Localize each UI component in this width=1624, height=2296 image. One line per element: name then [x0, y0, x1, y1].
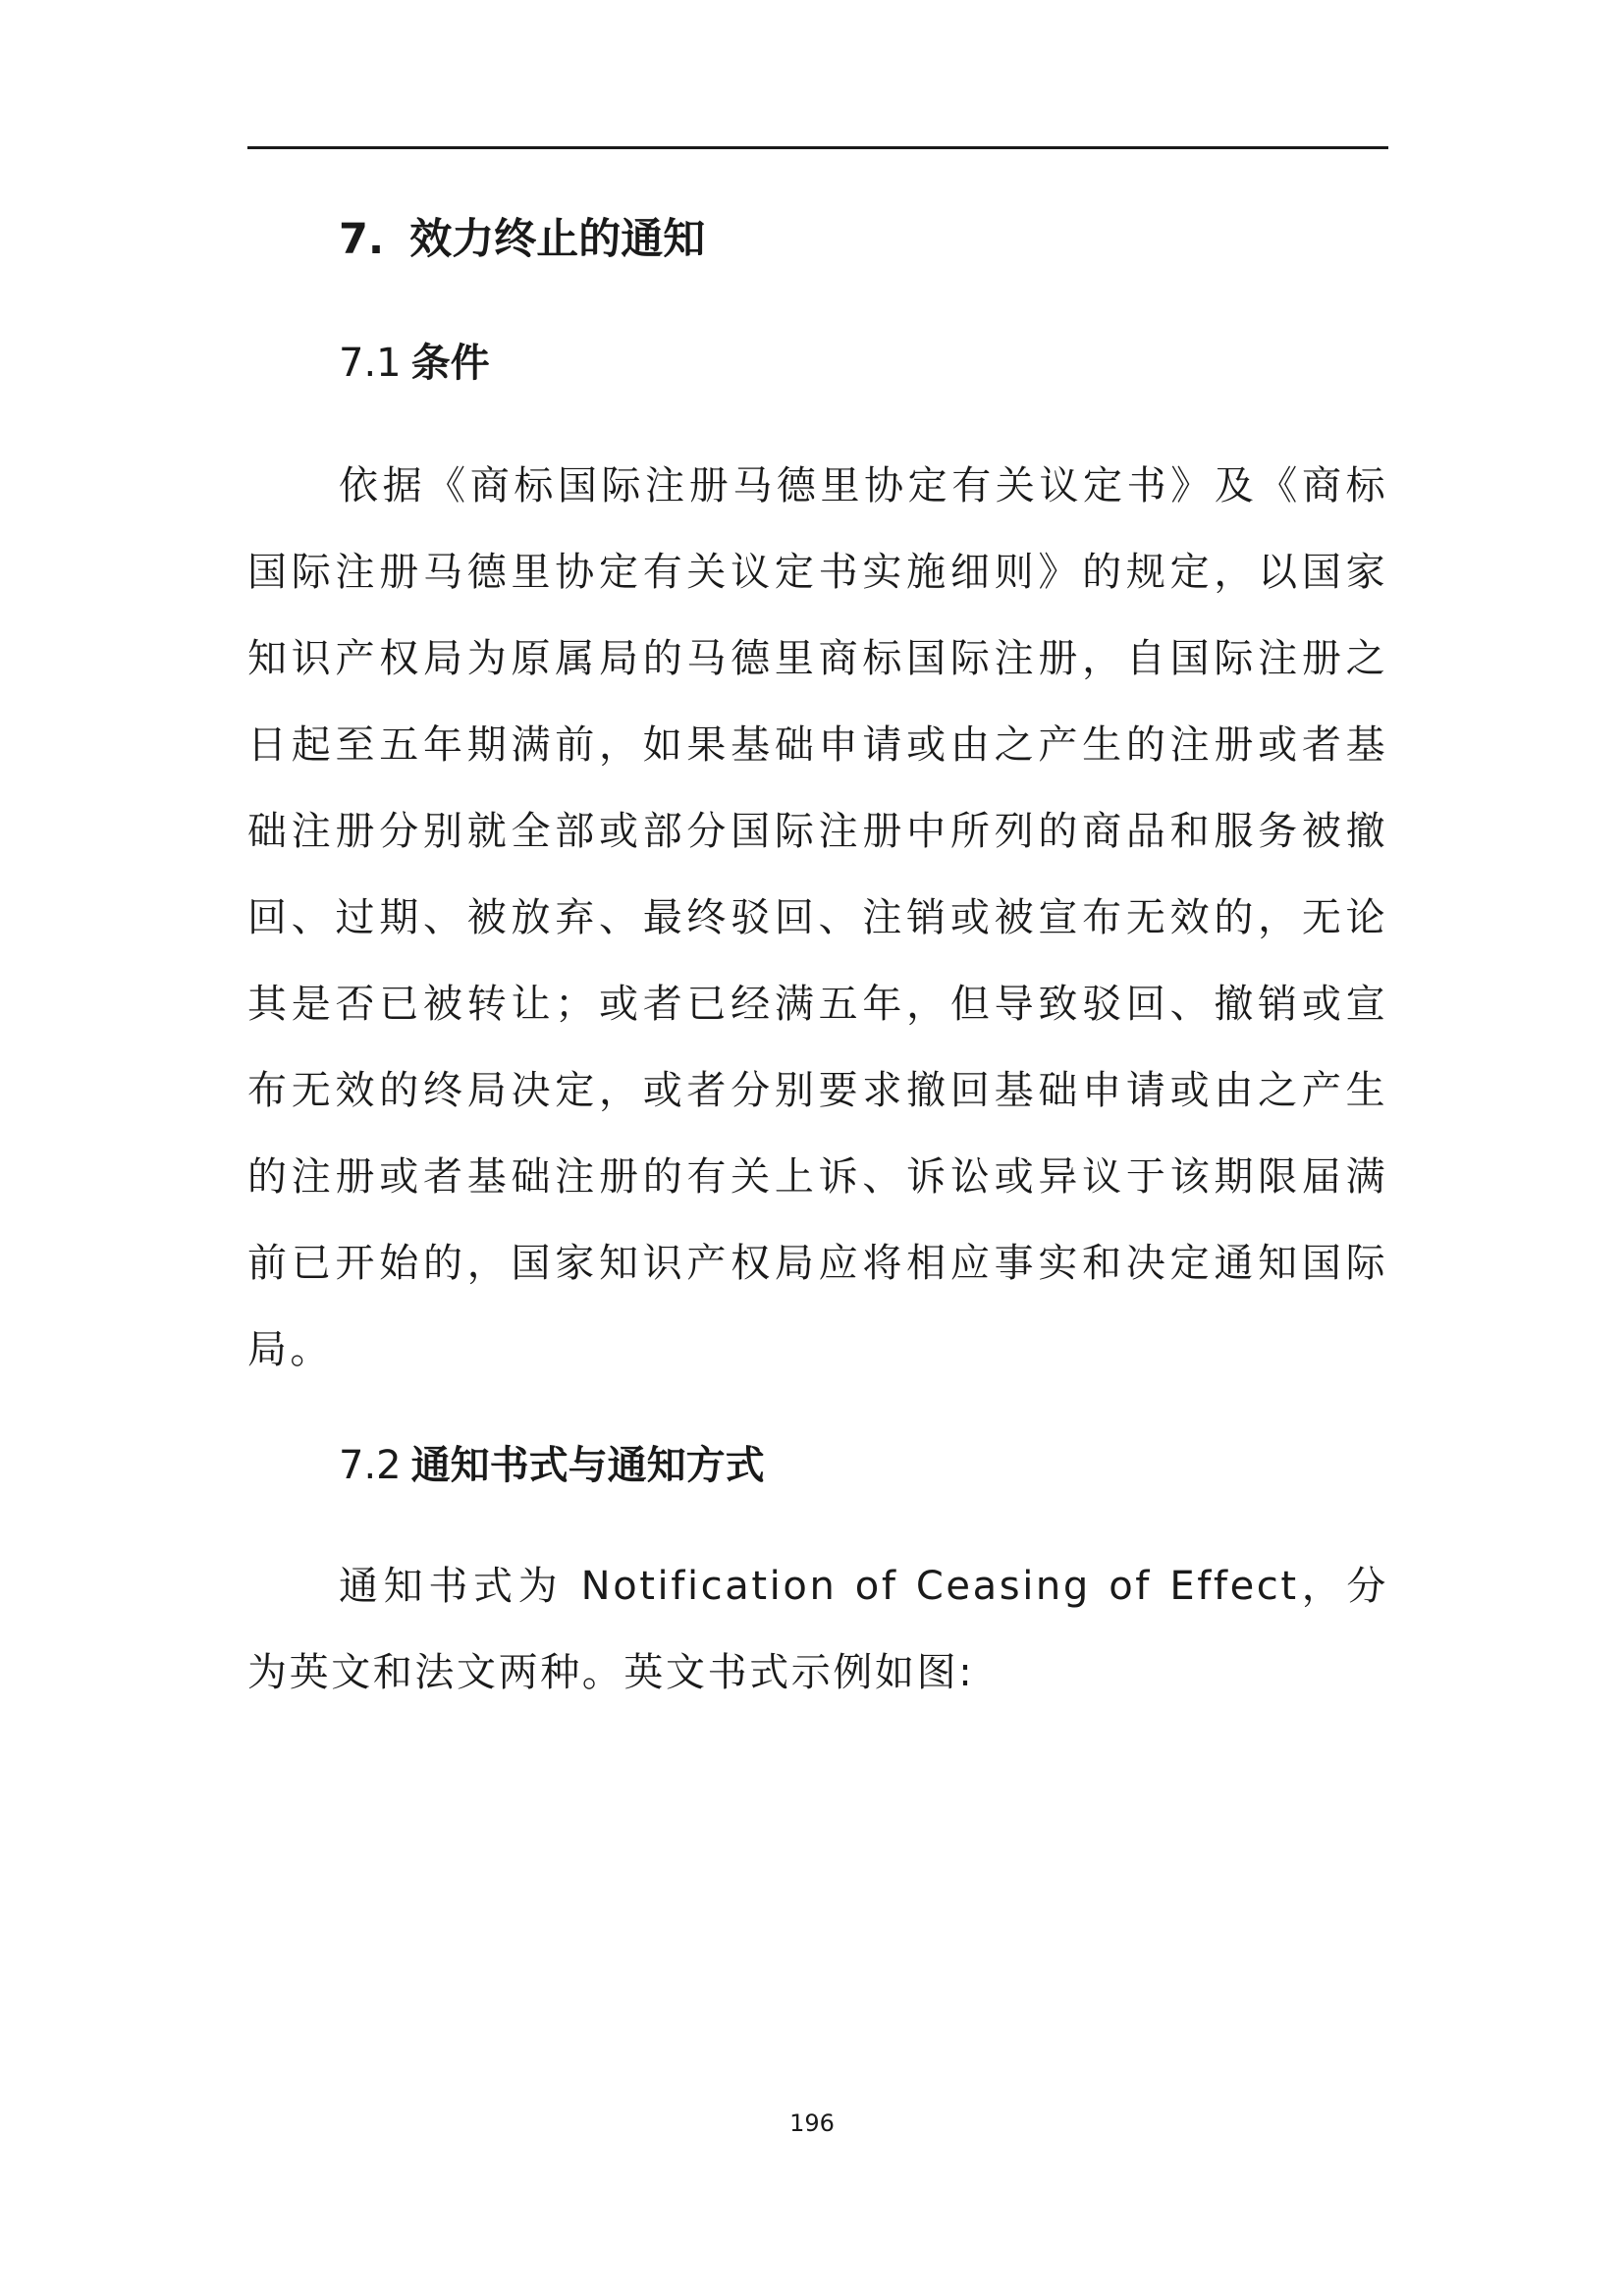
section-number: 7.	[339, 215, 385, 264]
section-heading	[339, 210, 705, 269]
header-rule	[247, 146, 1388, 149]
subsection-number: 7.1	[339, 341, 402, 386]
subsection-title: 条件	[410, 341, 490, 386]
subsection-heading-conditions	[339, 334, 490, 393]
subsection-number: 7.2	[339, 1443, 402, 1488]
body-paragraph-notification-format: 通知书式为 Notification of Ceasing of Effect，分为英文和法文两种。英文书式示例如图:	[247, 1564, 1388, 1695]
subsection-title: 通知书式与通知方式	[410, 1443, 765, 1488]
section-title: 效力终止的通知	[409, 215, 706, 264]
body-paragraph-conditions: 依据《商标国际注册马德里协定有关议定书》及《商标国际注册马德里协定有关议定书实施细则》的规定，以国家知识产权局为原属局的马德里商标国际注册，自国际注册之日起至五年期满前，如果基础申请或由之产生的注册或者基础注册分别就全部或部分国际注册中所列的商品和服务被撤回、过期、被放弃、最终驳回、注销或被宣布无效的，无论其是否已被转让；或者已经满五年，但导致驳回、撤销或宣布无效的终局决定，或者分别要求撤回基础申请或由之产生的注册或者基础注册的有关上诉、诉讼或异议于该期限届满前已开始的，国家知识产权局应将相应事实和决定通知国际局。	[247, 463, 1388, 1372]
page-number: 196	[789, 2109, 835, 2137]
subsection-heading-notification-format	[339, 1436, 765, 1495]
